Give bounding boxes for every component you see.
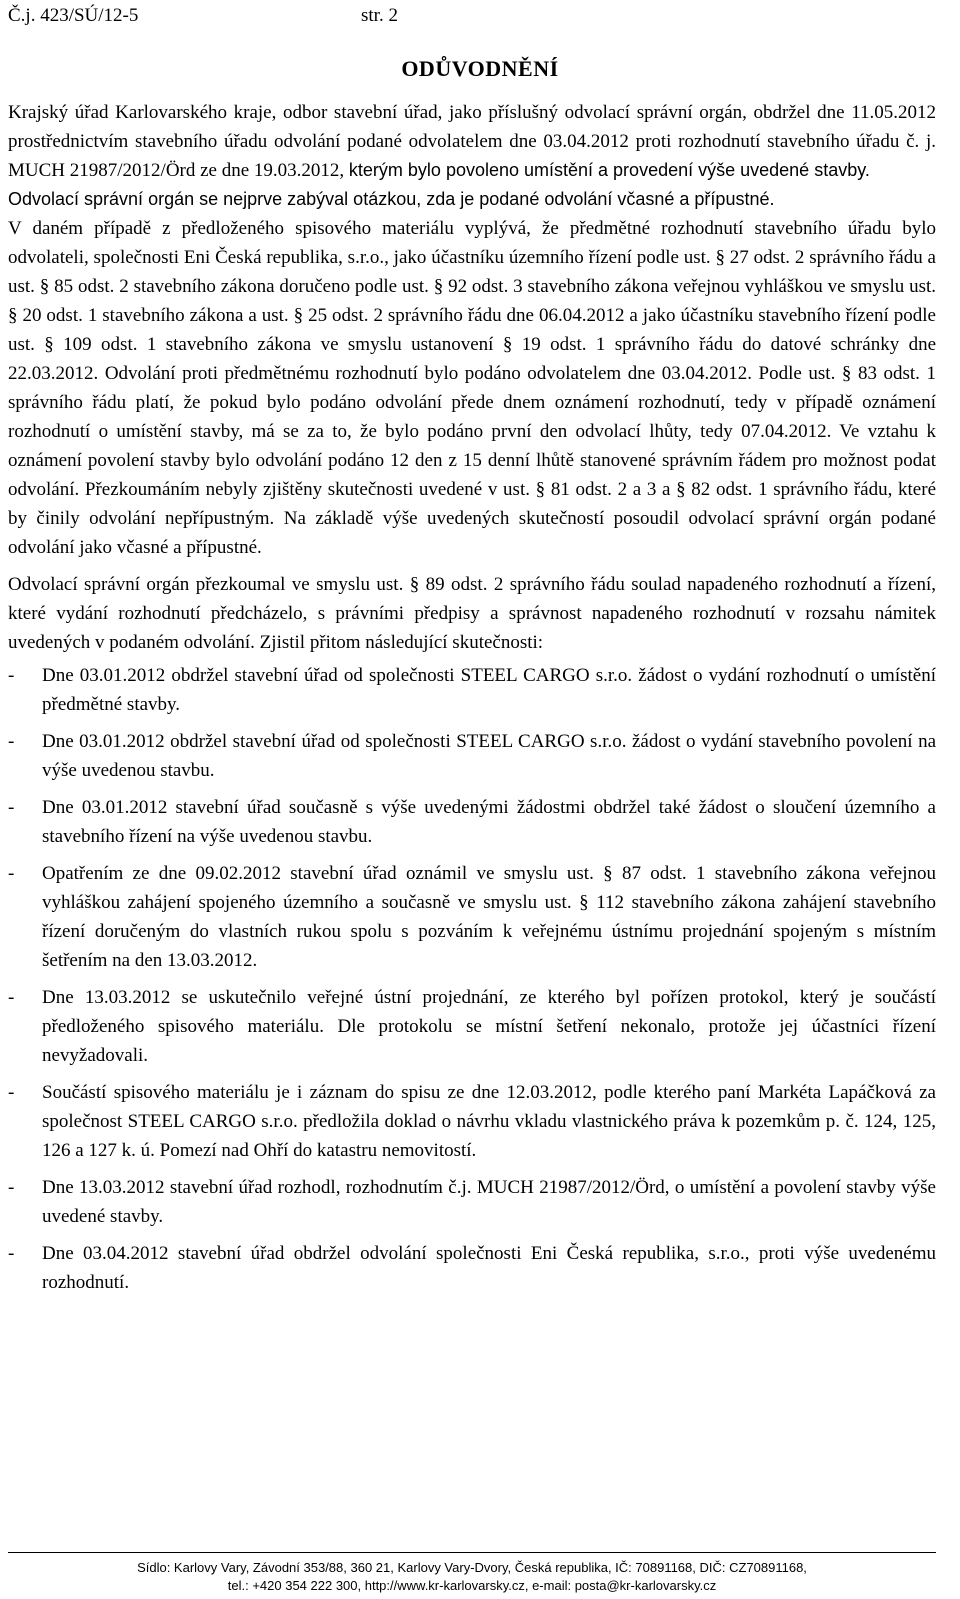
- list-bullet: -: [8, 1243, 15, 1264]
- page-footer: [8, 1552, 936, 1595]
- list-bullet: -: [8, 731, 15, 752]
- reference-number: Č.j. 423/SÚ/12-5: [8, 5, 139, 26]
- list-item-text: Opatřením ze dne 09.02.2012 stavební úřad oznámil ve smyslu ust. § 87 odst. 1 stavebního zákona veřejnou vyhláškou zahájení spojeného územního a současně ve smyslu ust. § 112 stavebního zákona zahájení stavebního řízení doručeným do vlastních rukou spolu s pozváním k veřejnému ústnímu projednání spojeným s místním šetřením na den 13.03.2012.: [42, 863, 936, 971]
- list-bullet: -: [8, 863, 15, 884]
- list-item-text: Dne 03.01.2012 obdržel stavební úřad od společnosti STEEL CARGO s.r.o. žádost o vydání stavebního povolení na výše uvedenou stavbu.: [42, 731, 936, 781]
- list-item: [8, 1239, 936, 1297]
- list-item: [8, 793, 936, 851]
- list-item-text: Dne 03.04.2012 stavební úřad obdržel odvolání společnosti Eni Česká republika, s.r.o., proti výše uvedenému rozhodnutí.: [42, 1243, 936, 1293]
- paragraph-intro-tail: kterým bylo povoleno umístění a provedení výše uvedené stavby.: [348, 160, 870, 180]
- list-item-text: Dne 13.03.2012 stavební úřad rozhodl, rozhodnutím č.j. MUCH 21987/2012/Örd, o umístění a povolení stavby výše uvedené stavby.: [42, 1177, 936, 1227]
- list-bullet: -: [8, 1082, 15, 1103]
- list-item-text: Dne 03.01.2012 stavební úřad současně s výše uvedenými žádostmi obdržel také žádost o sloučení územního a stavebního řízení na výše uvedenou stavbu.: [42, 797, 936, 847]
- list-item: [8, 727, 936, 785]
- paragraph-intro: [8, 98, 936, 185]
- list-bullet: -: [8, 987, 15, 1008]
- paragraph-review-scope: Odvolací správní orgán přezkoumal ve smyslu ust. § 89 odst. 2 správního řádu soulad napadeného rozhodnutí a řízení, které vydání rozhodnutí předcházelo, s právními předpisy a správnost napadeného rozhodnutí v rozsahu námitek uvedených v podaném odvolání. Zjistil přitom následující skutečnosti:: [8, 574, 936, 653]
- paragraph-timeliness-analysis: V daném případě z předloženého spisového materiálu vyplývá, že předmětné rozhodnutí stavebního úřadu bylo odvolateli, společnosti Eni Česká republika, s.r.o., jako účastníku územního řízení podle ust. § 27 odst. 2 správního řádu a ust. § 85 odst. 2 stavebního zákona doručeno podle ust. § 92 odst. 3 stavebního zákona veřejnou vyhláškou ve smyslu ust. § 20 odst. 1 stavebního zákona a ust. § 25 odst. 2 správního řádu dne 06.04.2012 a jako účastníku stavebního řízení podle ust. § 109 odst. 1 stavebního zákona ve smyslu ustanovení § 19 odst. 1 správního řádu do datové schránky dne 22.03.2012. Odvolání proti předmětnému rozhodnutí bylo podáno odvolatelem dne 03.04.2012. Podle ust. § 83 odst. 1 správního řádu platí, že pokud bylo podáno odvolání přede dnem oznámení rozhodnutí, tedy v případě oznámení rozhodnutí o umístění stavby, má se za to, že bylo podáno první den odvolací lhůty, tedy 07.04.2012. Ve vztahu k oznámení povolení stavby bylo odvolání podáno 12 den z 15 denní lhůtě stanovené správním řádem pro možnost podat odvolání. Přezkoumáním nebyly zjištěny skutečnosti uvedené v ust. § 81 odst. 2 a 3 a § 82 odst. 1 správního řádu, které by činily odvolání nepřípustným. Na základě výše uvedených skutečností posoudil odvolací správní orgán podané odvolání jako včasné a přípustné.: [8, 218, 936, 558]
- facts-list: [8, 661, 936, 1297]
- list-item: [8, 661, 936, 719]
- list-item: [8, 1078, 936, 1165]
- list-bullet: -: [8, 665, 15, 686]
- footer-contact: tel.: +420 354 222 300, http://www.kr-karlovarsky.cz, e-mail: posta@kr-karlovarsky.cz: [227, 1578, 717, 1593]
- footer-address: Sídlo: Karlovy Vary, Závodní 353/88, 360 21, Karlovy Vary-Dvory, Česká republika, IČ: 70891168, DIČ: CZ70891168,: [137, 1560, 807, 1575]
- paragraph-timeliness-question: Odvolací správní orgán se nejprve zabýval otázkou, zda je podané odvolání včasné a přípustné.: [8, 189, 775, 209]
- list-item: [8, 983, 936, 1070]
- page-number: str. 2: [361, 5, 398, 26]
- list-bullet: -: [8, 797, 15, 818]
- document-body: [8, 98, 936, 1305]
- paragraph-intro-text: Krajský úřad Karlovarského kraje, odbor stavební úřad, jako příslušný odvolací správní orgán, obdržel dne 11.05.2012 prostřednictvím stavebního úřadu odvolání podané odvolatelem dne 03.04.2012 proti rozhodnutí stavebního úřadu č. j. MUCH 21987/2012/Örd ze dne 19.03.2012,: [8, 102, 936, 181]
- page-header: [8, 4, 936, 28]
- list-item-text: Dne 13.03.2012 se uskutečnilo veřejné ústní projednání, ze kterého byl pořízen protokol, který je součástí předloženého spisového materiálu. Dle protokolu se místní šetření nekonalo, protože jej účastníci řízení nevyžadovali.: [42, 987, 936, 1066]
- list-item: [8, 1173, 936, 1231]
- list-item-text: Součástí spisového materiálu je i záznam do spisu ze dne 12.03.2012, podle kterého paní Markéta Lapáčková za společnost STEEL CARGO s.r.o. předložila doklad o návrhu vkladu vlastnického práva k pozemkům p. č. 124, 125, 126 a 127 k. ú. Pomezí nad Ohří do katastru nemovitostí.: [42, 1082, 936, 1161]
- list-item-text: Dne 03.01.2012 obdržel stavební úřad od společnosti STEEL CARGO s.r.o. žádost o vydání rozhodnutí o umístění předmětné stavby.: [42, 665, 936, 715]
- list-bullet: -: [8, 1177, 15, 1198]
- list-item: [8, 859, 936, 975]
- section-title: ODŮVODNĚNÍ: [401, 56, 559, 81]
